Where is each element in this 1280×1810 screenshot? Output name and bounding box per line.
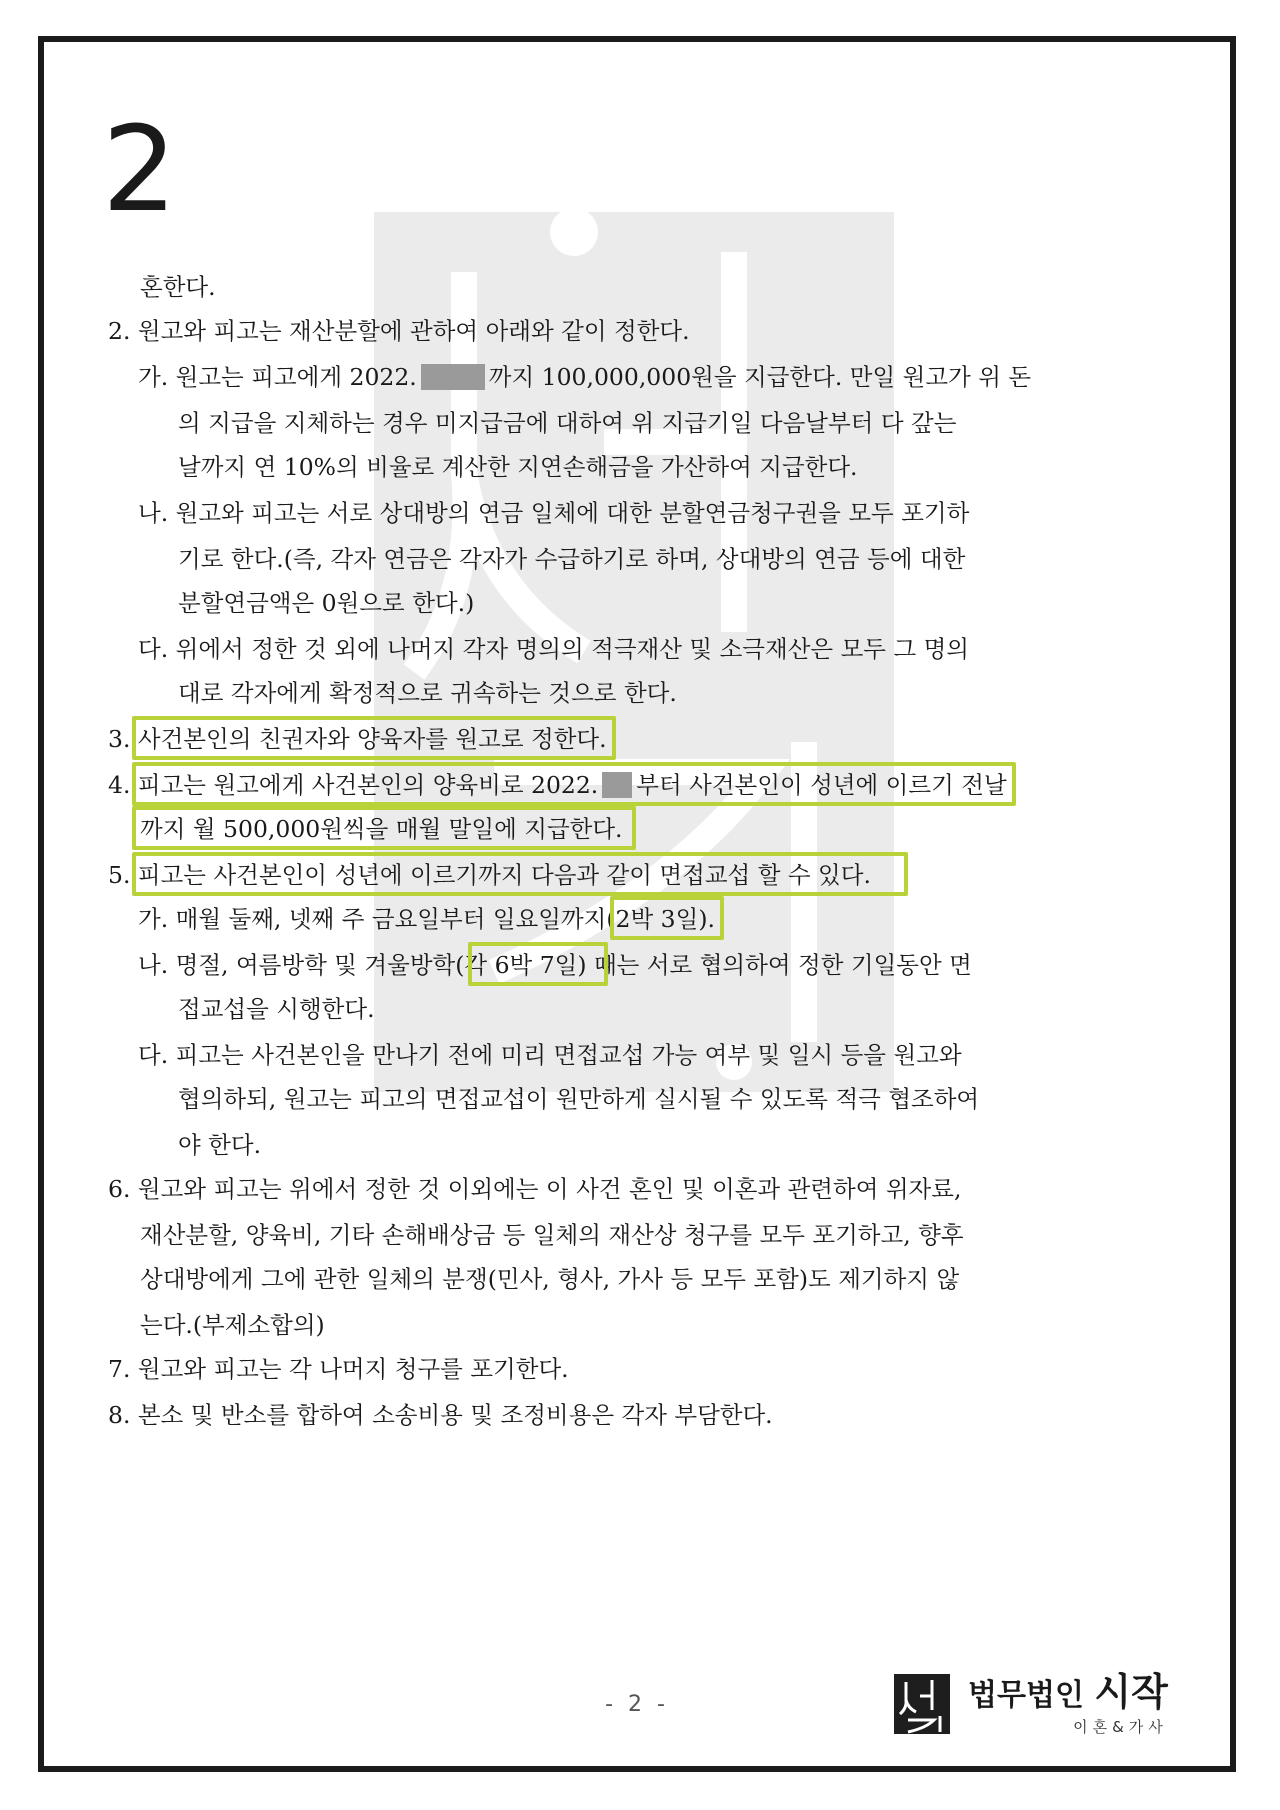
text-line: 7. 원고와 피고는 각 나머지 청구를 포기한다. bbox=[108, 1355, 569, 1383]
text-line: 다. 피고는 사건본인을 만나기 전에 미리 면접교섭 가능 여부 및 일시 등을 원고와 bbox=[138, 1041, 962, 1069]
text-line: 는다.(부제소합의) bbox=[140, 1311, 325, 1339]
text-segment: 가. 원고는 피고에게 2022. bbox=[138, 363, 417, 391]
text-line: 의 지급을 지체하는 경우 미지급금에 대하여 위 지급기일 다음날부터 다 갚는 bbox=[178, 409, 957, 437]
redaction-block bbox=[421, 364, 485, 390]
firm-name bbox=[968, 1672, 1168, 1714]
text-line: 상대방에게 그에 관한 일체의 분쟁(민사, 형사, 가사 등 모두 포함)도 제기하지 않 bbox=[140, 1265, 960, 1293]
text-line: 2. 원고와 피고는 재산분할에 관하여 아래와 같이 정한다. bbox=[108, 317, 690, 345]
text-line: 야 한다. bbox=[178, 1131, 262, 1159]
text-line: 협의하되, 원고는 피고의 면접교섭이 원만하게 실시될 수 있도록 적극 협조하여 bbox=[178, 1085, 980, 1113]
highlight-box bbox=[610, 896, 724, 940]
firm-name-main: 시작 bbox=[1094, 1670, 1168, 1714]
firm-logo-icon bbox=[894, 1674, 950, 1734]
highlight-box bbox=[132, 806, 636, 850]
firm-logo bbox=[894, 1672, 1168, 1737]
text-line: 혼한다. bbox=[140, 273, 216, 301]
text-segment: 부터 사건본인이 성년에 이르기 전날 bbox=[636, 771, 1007, 799]
text-line: 접교섭을 시행한다. bbox=[178, 995, 375, 1023]
text-line: 나. 명절, 여름방학 및 겨울방학(각 6박 7일) 때는 서로 협의하여 정한 기일동안 면 bbox=[138, 951, 972, 979]
highlight-box bbox=[132, 716, 616, 760]
text-segment: 4. 피고는 원고에게 사건본인의 양육비로 2022. bbox=[108, 771, 599, 799]
text-line: 분할연금액은 0원으로 한다.) bbox=[178, 589, 475, 617]
text-line bbox=[138, 360, 1031, 394]
text-line: 8. 본소 및 반소를 합하여 소송비용 및 조정비용은 각자 부담한다. bbox=[108, 1401, 773, 1429]
highlight-box bbox=[132, 762, 1016, 806]
document-page bbox=[38, 36, 1236, 1772]
text-line: 대로 각자에게 확정적으로 귀속하는 것으로 한다. bbox=[178, 679, 677, 707]
firm-subtitle: 이혼&가사 bbox=[1073, 1717, 1168, 1736]
firm-logo-text bbox=[968, 1672, 1168, 1737]
page-number-large: 2 bbox=[102, 100, 178, 238]
text-line: 날까지 연 10%의 비율로 계산한 지연손해금을 가산하여 지급한다. bbox=[178, 453, 858, 481]
page-footer-number: - 2 - bbox=[605, 1692, 669, 1717]
text-line: 6. 원고와 피고는 위에서 정한 것 이외에는 이 사건 혼인 및 이혼과 관련하여 위자료, bbox=[108, 1175, 962, 1203]
text-line: 까지 월 500,000원씩을 매월 말일에 지급한다. bbox=[140, 815, 623, 843]
text-line: 기로 한다.(즉, 각자 연금은 각자가 수급하기로 하며, 상대방의 연금 등에 대한 bbox=[178, 545, 966, 573]
text-segment: 까지 100,000,000원을 지급한다. 만일 원고가 위 돈 bbox=[488, 363, 1032, 391]
text-line: 가. 매월 둘째, 넷째 주 금요일부터 일요일까지(2박 3일). bbox=[138, 905, 715, 933]
text-line: 나. 원고와 피고는 서로 상대방의 연금 일체에 대한 분할연금청구권을 모두 포기하 bbox=[138, 499, 970, 527]
text-line: 3. 사건본인의 친권자와 양육자를 원고로 정한다. bbox=[108, 725, 607, 753]
text-line: 다. 위에서 정한 것 외에 나머지 각자 명의의 적극재산 및 소극재산은 모두 그 명의 bbox=[138, 635, 970, 663]
highlight-box bbox=[468, 942, 608, 986]
text-line: 5. 피고는 사건본인이 성년에 이르기까지 다음과 같이 면접교섭 할 수 있다. bbox=[108, 861, 871, 889]
firm-prefix: 법무법인 bbox=[968, 1678, 1084, 1713]
text-line: 재산분할, 양육비, 기타 손해배상금 등 일체의 재산상 청구를 모두 포기하고, 향후 bbox=[140, 1221, 964, 1249]
highlight-box bbox=[132, 852, 908, 896]
